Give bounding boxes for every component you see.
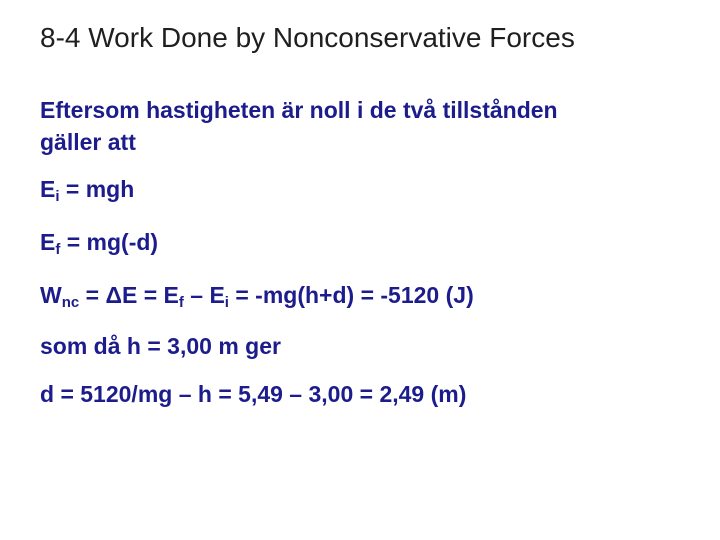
wnc-part-1: = ΔE = E: [79, 282, 179, 308]
ei-symbol: E: [40, 176, 56, 202]
intro-line-2: gäller att: [40, 129, 136, 155]
condition-text: som då h = 3,00 m ger: [40, 333, 281, 359]
equation-initial-energy: [40, 176, 134, 203]
ei-subscript: i: [55, 188, 60, 205]
wnc-subscript: nc: [61, 294, 80, 311]
result-equation: d = 5120/mg – h = 5,49 – 3,00 = 2,49 (m): [40, 381, 467, 407]
ef-symbol: E: [40, 229, 56, 255]
wnc-part-3: = -mg(h+d) = -5120 (J): [228, 282, 474, 308]
wnc-part-2: – E: [183, 282, 225, 308]
intro-text: [40, 94, 558, 158]
ef-subscript: f: [55, 241, 61, 258]
equation-work-nonconservative: [40, 282, 474, 309]
ei-rhs: = mgh: [59, 176, 135, 202]
slide-title: 8-4 Work Done by Nonconservative Forces: [40, 22, 575, 53]
wnc-ef-subscript: f: [178, 294, 184, 311]
equation-final-energy: [40, 229, 158, 256]
intro-line-1: Eftersom hastigheten är noll i de två tillstånden: [40, 97, 558, 123]
wnc-ei-subscript: i: [224, 294, 229, 311]
wnc-symbol: W: [40, 282, 62, 308]
ef-rhs: = mg(-d): [60, 229, 159, 255]
